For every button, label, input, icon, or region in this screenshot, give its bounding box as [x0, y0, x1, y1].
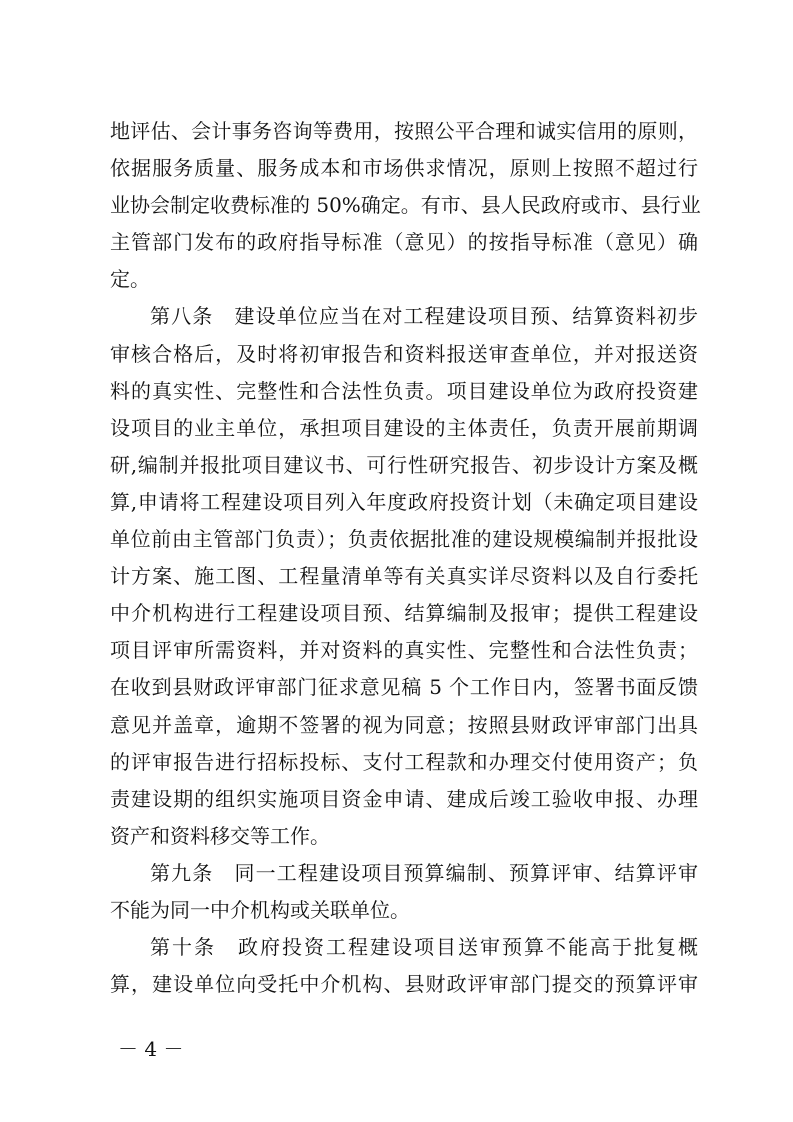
text-line: 业协会制定收费标准的 50%确定。有市、县人民政府或市、县行业: [110, 193, 701, 218]
text-line: 不能为同一中介机构或关联单位。: [110, 897, 410, 922]
text-line: 研,编制并报批项目建议书、可行性研究报告、初步设计方案及概: [110, 452, 698, 477]
text-line: 料的真实性、完整性和合法性负责。项目建设单位为政府投资建: [110, 378, 698, 403]
text-line: 资产和资料移交等工作。: [110, 823, 330, 848]
page-number: － 4 －: [118, 1037, 184, 1061]
text-line: 计方案、施工图、工程量清单等有关真实详尽资料以及自行委托: [110, 564, 698, 589]
text-line: 设项目的业主单位，承担项目建设的主体责任，负责开展前期调: [110, 415, 698, 440]
text-line: 单位前由主管部门负责）；负责依据批准的建设规模编制并报批设: [110, 527, 698, 552]
text-line: 责建设期的组织实施项目资金申请、建成后竣工验收申报、办理: [110, 786, 698, 811]
text-line: 审核合格后，及时将初审报告和资料报送审查单位，并对报送资: [110, 341, 698, 366]
text-line: 意见并盖章，逾期不签署的视为同意；按照县财政评审部门出具: [110, 712, 698, 737]
text-line: 定。: [110, 267, 150, 292]
text-line: 项目评审所需资料，并对资料的真实性、完整性和合法性负责；: [110, 638, 698, 663]
article-10-heading-line: 第十条 政府投资工程建设项目送审预算不能高于批复概: [150, 935, 698, 960]
article-9-heading-line: 第九条 同一工程建设项目预算编制、预算评审、结算评审: [150, 860, 698, 885]
text-line: 依据服务质量、服务成本和市场供求情况，原则上按照不超过行: [110, 156, 698, 181]
text-line: 中介机构进行工程建设项目预、结算编制及报审；提供工程建设: [110, 601, 698, 626]
text-line: 在收到县财政评审部门征求意见稿 5 个工作日内，签署书面反馈: [110, 675, 698, 700]
text-line: 的评审报告进行招标投标、支付工程款和办理交付使用资产；负: [110, 749, 698, 774]
text-line: 主管部门发布的政府指导标准（意见）的按指导标准（意见）确: [110, 230, 698, 255]
text-line: 算，建设单位向受托中介机构、县财政评审部门提交的预算评审: [110, 972, 698, 997]
text-line: 地评估、会计事务咨询等费用，按照公平合理和诚实信用的原则，: [110, 119, 698, 143]
text-line: 算,申请将工程建设项目列入年度政府投资计划（未确定项目建设: [110, 489, 698, 514]
article-8-heading-line: 第八条 建设单位应当在对工程建设项目预、结算资料初步: [150, 304, 698, 329]
document-body: [110, 113, 701, 1003]
